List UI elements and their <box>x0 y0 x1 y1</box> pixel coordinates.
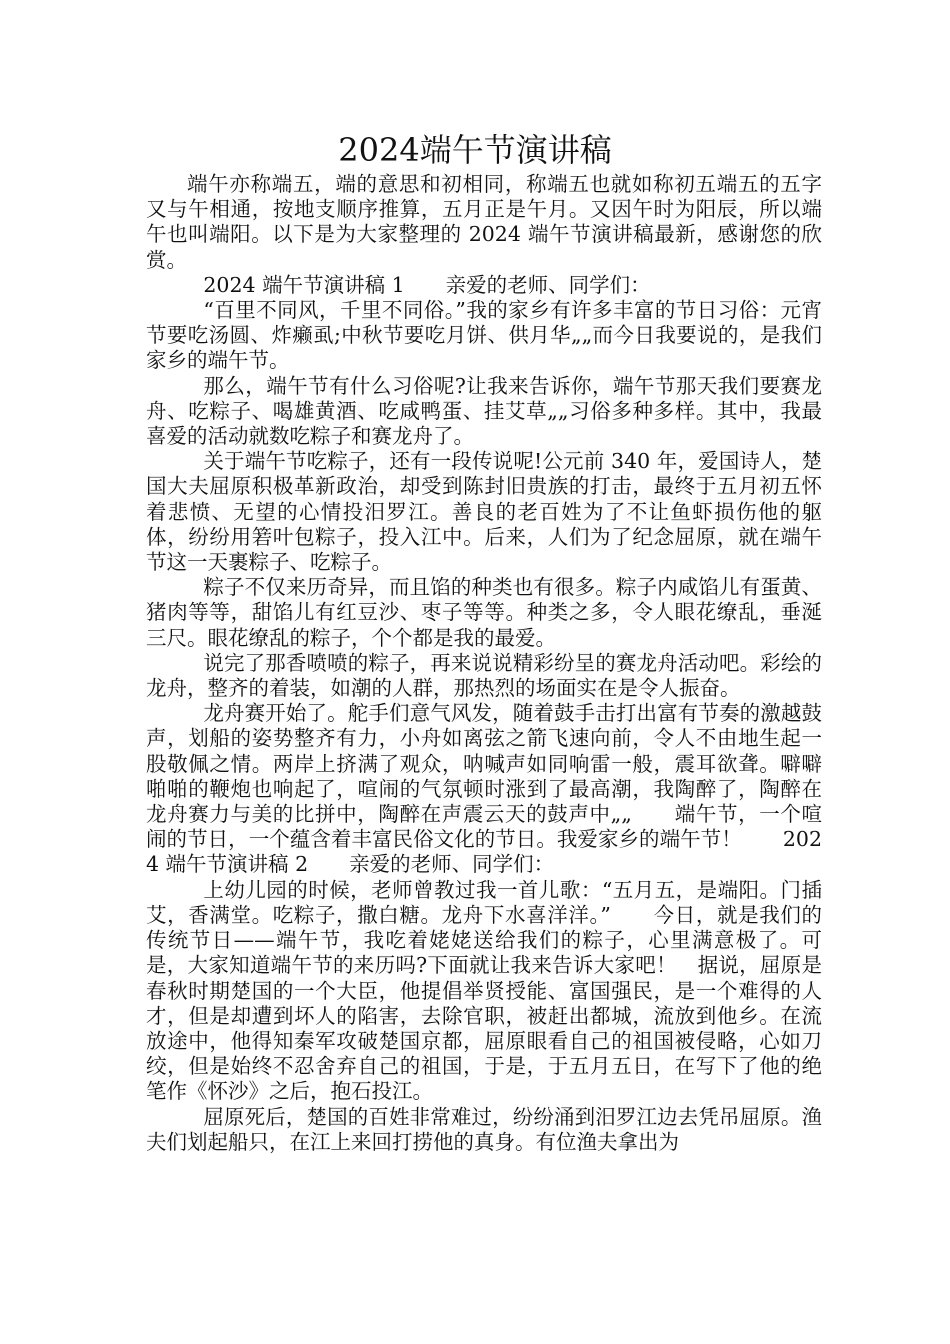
paragraph-intro: 端午亦称端五，端的意思和初相同，称端五也就如称初五端五的五字又与午相通，按地支顺序推算，五月正是午月。又因午时为阳辰，所以端午也叫端阳。以下是为大家整理的 2024 端午节演讲稿最新，感谢您的欣赏。 <box>146 172 822 272</box>
paragraph: 那么，端午节有什么习俗呢?让我来告诉你，端午节那天我们要赛龙舟、吃粽子、喝雄黄酒、吃咸鸭蛋、挂艾草„„习俗多种多样。其中，我最喜爱的活动就数吃粽子和赛龙舟了。 <box>146 373 822 449</box>
paragraph: 关于端午节吃粽子，还有一段传说呢!公元前 340 年，爱国诗人，楚国大夫屈原积极革新政治，却受到陈封旧贵族的打击，最终于五月初五怀着悲愤、无望的心情投汨罗江。善良的老百姓为了不让鱼虾损伤他的躯体，纷纷用箬叶包粽子，投入江中。后来，人们为了纪念屈原，就在端午节这一天裹粽子、吃粽子。 <box>146 449 822 575</box>
document-body <box>146 172 822 1155</box>
paragraph: “百里不同风，千里不同俗。”我的家乡有许多丰富的节日习俗：元宵节要吃汤圆、炸癞虱;中秋节要吃月饼、供月华„„而今日我要说的，是我们家乡的端午节。 <box>146 298 822 373</box>
paragraph: 屈原死后，楚国的百姓非常难过，纷纷涌到汨罗江边去凭吊屈原。渔夫们划起船只，在江上来回打捞他的真身。有位渔夫拿出为 <box>146 1104 822 1154</box>
paragraph-speech-1-heading: 2024 端午节演讲稿 1 亲爱的老师、同学们： <box>203 272 651 297</box>
paragraph: 说完了那香喷喷的粽子，再来说说精彩纷呈的赛龙舟活动吧。彩绘的龙舟，整齐的着装，如潮的人群，那热烈的场面实在是令人振奋。 <box>146 650 822 701</box>
document-title: 2024端午节演讲稿 <box>338 131 612 169</box>
paragraph: 龙舟赛开始了。舵手们意气风发，随着鼓手击打出富有节奏的激越鼓声，划船的姿势整齐有力，小舟如离弦之箭飞速向前，令人不由地生起一股敬佩之情。两岸上挤满了观众，呐喊声如同响雷一般，震耳欲聋。噼噼啪啪的鞭炮也响起了，喧闹的气氛顿时涨到了最高潮，我陶醉了，陶醉在龙舟赛力与美的比拼中，陶醉在声震云天的鼓声中„„ 端午节，一个喧闹的节日，一个蕴含着丰富民俗文化的节日。我爱家乡的端午节！ 2024 端午节演讲稿 2 亲爱的老师、同学们： <box>146 701 822 877</box>
paragraph: 上幼儿园的时候，老师曾教过我一首儿歌：“五月五，是端阳。门插艾，香满堂。吃粽子，撒白糖。龙舟下水喜洋洋。” 今日，就是我们的传统节日——端午节，我吃着姥姥送给我们的粽子，心里满意极了。可是，大家知道端午节的来历吗?下面就让我来告诉大家吧！ 据说，屈原是春秋时期楚国的一个大臣，他提倡举贤授能、富国强民，是一个难得的人才，但是却遭到坏人的陷害，去除官职，被赶出都城，流放到他乡。在流放途中，他得知秦军攻破楚国京都，屈原眼看自己的祖国被侵略，心如刀绞，但是始终不忍舍弃自己的祖国，于是，于五月五日，在写下了他的绝笔作《怀沙》之后，抱石投江。 <box>146 877 822 1104</box>
paragraph: 粽子不仅来历奇异，而且馅的种类也有很多。粽子内咸馅儿有蛋黄、猪肉等等，甜馅儿有红豆沙、枣子等等。种类之多，令人眼花缭乱，垂涎三尺。眼花缭乱的粽子，个个都是我的最爱。 <box>146 575 822 650</box>
